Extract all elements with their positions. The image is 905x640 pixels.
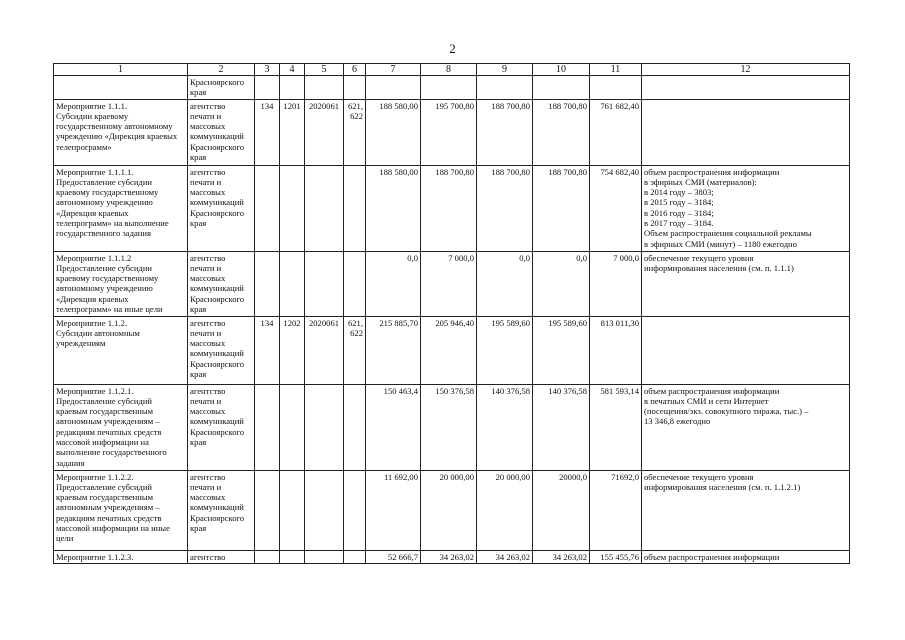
amount-cell: 71692,0 bbox=[590, 470, 642, 550]
expected-result-cell bbox=[642, 99, 850, 165]
executor-cell-line: Красноярского bbox=[190, 207, 245, 218]
activity-name-cell bbox=[54, 316, 188, 384]
activity-name-cell-line: Мероприятие 1.1.1.2 bbox=[56, 252, 132, 263]
code-expense-cell bbox=[344, 251, 366, 316]
expected-result-cell-line: 13 346,8 ежегодно bbox=[644, 416, 711, 427]
activity-name-cell-line: учреждениям bbox=[56, 338, 106, 349]
executor-cell-line: печати и bbox=[190, 110, 222, 121]
amount-cell: 34 263,02 bbox=[477, 550, 533, 563]
activity-name-cell bbox=[54, 76, 188, 100]
column-header-7: 7 bbox=[366, 64, 421, 76]
column-header-11: 11 bbox=[590, 64, 642, 76]
expected-result-cell bbox=[642, 550, 850, 563]
expected-result-cell-line: обеспечение текущего уровня bbox=[644, 471, 754, 482]
executor-cell-line: Красноярского bbox=[190, 141, 245, 152]
executor-cell bbox=[188, 251, 255, 316]
code-grbs-cell: 134 bbox=[255, 316, 280, 384]
activity-name-cell-line: телепрограмм» на иные цели bbox=[56, 304, 163, 315]
code-section-cell bbox=[280, 470, 305, 550]
amount-cell: 11 692,00 bbox=[366, 470, 421, 550]
code-grbs-cell bbox=[255, 470, 280, 550]
activity-name-cell-line: Мероприятие 1.1.2.2. bbox=[56, 471, 134, 482]
table-row bbox=[54, 470, 850, 550]
expected-result-cell-line: информирования населения (см. п. 1.1.1) bbox=[644, 262, 794, 273]
executor-cell-line: Красноярского bbox=[190, 293, 245, 304]
executor-cell-line: коммуникаций bbox=[190, 131, 244, 142]
amount-cell: 188 580,00 bbox=[366, 99, 421, 165]
code-grbs-cell bbox=[255, 251, 280, 316]
code-expense-cell-line: 621, bbox=[347, 317, 363, 328]
activity-name-cell-line: Мероприятие 1.1.1. bbox=[56, 100, 128, 111]
expected-result-cell-line: (посещения/экз. совокупного тиража, тыс.) – bbox=[644, 406, 809, 417]
code-section-cell bbox=[280, 76, 305, 100]
amount-cell: 581 593,14 bbox=[590, 384, 642, 470]
amount-cell: 215 885,70 bbox=[366, 316, 421, 384]
activity-name-cell-line: автономному учреждению bbox=[56, 283, 153, 294]
executor-cell bbox=[188, 316, 255, 384]
code-target-cell bbox=[305, 470, 344, 550]
executor-cell-line: массовых bbox=[190, 273, 226, 284]
amount-cell: 150 376,58 bbox=[421, 384, 477, 470]
amount-cell: 188 700,80 bbox=[421, 165, 477, 251]
activity-name-cell-line: задания bbox=[56, 457, 85, 468]
amount-cell: 0,0 bbox=[366, 251, 421, 316]
executor-cell-line: печати и bbox=[190, 327, 222, 338]
code-target-cell: 2020061 bbox=[305, 316, 344, 384]
code-section-cell bbox=[280, 251, 305, 316]
code-target-cell bbox=[305, 251, 344, 316]
amount-cell bbox=[590, 76, 642, 100]
executor-cell-line: печати и bbox=[190, 395, 222, 406]
code-expense-cell-line: 621, bbox=[347, 100, 363, 111]
expected-result-cell-line: в 2016 году – 3184; bbox=[644, 207, 714, 218]
amount-cell: 195 589,60 bbox=[477, 316, 533, 384]
executor-cell-line: края bbox=[190, 87, 207, 98]
amount-cell: 188 700,80 bbox=[533, 165, 590, 251]
executor-cell-line: края bbox=[190, 523, 207, 534]
amount-cell: 140 376,58 bbox=[533, 384, 590, 470]
code-target-cell bbox=[305, 384, 344, 470]
activity-name-cell-line: государственного задания bbox=[56, 228, 151, 239]
executor-cell-line: массовых bbox=[190, 338, 226, 349]
column-header-3: 3 bbox=[255, 64, 280, 76]
expected-result-cell-line: обеспечение текущего уровня bbox=[644, 252, 754, 263]
activity-name-cell-line: учреждению «Дирекция краевых bbox=[56, 131, 178, 142]
activity-name-cell-line: Предоставление субсидий bbox=[56, 395, 153, 406]
program-activities-table bbox=[53, 63, 850, 564]
code-expense-cell bbox=[344, 76, 366, 100]
activity-name-cell-line: телепрограмм» bbox=[56, 141, 112, 152]
table-row bbox=[54, 251, 850, 316]
executor-cell-line: печати и bbox=[190, 481, 222, 492]
amount-cell: 140 376,58 bbox=[477, 384, 533, 470]
executor-cell-line: печати и bbox=[190, 262, 222, 273]
activity-name-cell-line: редакциям печатных средств bbox=[56, 426, 162, 437]
activity-name-cell-line: Предоставление субсидии bbox=[56, 176, 153, 187]
expected-result-cell bbox=[642, 316, 850, 384]
table-row bbox=[54, 384, 850, 470]
expected-result-cell-line: в 2014 году – 3803; bbox=[644, 187, 714, 198]
code-expense-cell bbox=[344, 316, 366, 384]
executor-cell-line: Красноярского bbox=[190, 426, 245, 437]
activity-name-cell-line: Мероприятие 1.1.2.3. bbox=[56, 551, 134, 562]
activity-name-cell bbox=[54, 470, 188, 550]
code-section-cell: 1202 bbox=[280, 316, 305, 384]
amount-cell: 20 000,00 bbox=[421, 470, 477, 550]
activity-name-cell bbox=[54, 384, 188, 470]
expected-result-cell-line: объем распространения информации bbox=[644, 551, 780, 562]
code-target-cell bbox=[305, 165, 344, 251]
executor-cell-line: агентство bbox=[190, 252, 226, 263]
activity-name-cell-line: государственному автономному bbox=[56, 121, 173, 132]
code-expense-cell bbox=[344, 165, 366, 251]
code-expense-cell-line: 622 bbox=[350, 327, 363, 338]
executor-cell bbox=[188, 76, 255, 100]
table-row bbox=[54, 165, 850, 251]
code-expense-cell bbox=[344, 99, 366, 165]
activity-name-cell bbox=[54, 251, 188, 316]
expected-result-cell-line: объем распространения информации bbox=[644, 166, 780, 177]
amount-cell: 195 589,60 bbox=[533, 316, 590, 384]
activity-name-cell bbox=[54, 165, 188, 251]
activity-name-cell-line: Мероприятие 1.1.2.1. bbox=[56, 385, 134, 396]
executor-cell-line: агентство bbox=[190, 471, 226, 482]
executor-cell-line: массовых bbox=[190, 121, 226, 132]
expected-result-cell-line: в 2017 году – 3184. bbox=[644, 218, 714, 229]
expected-result-cell-line: объем распространения информации bbox=[644, 385, 780, 396]
executor-cell bbox=[188, 384, 255, 470]
activity-name-cell-line: телепрограмм» на выполнение bbox=[56, 218, 169, 229]
amount-cell: 188 700,80 bbox=[477, 99, 533, 165]
page-number: 2 bbox=[449, 41, 456, 56]
activity-name-cell-line: Предоставление субсидий bbox=[56, 481, 153, 492]
activity-name-cell-line: Мероприятие 1.1.1.1. bbox=[56, 166, 134, 177]
expected-result-cell-line: в эфирных СМИ (материалов): bbox=[644, 176, 757, 187]
executor-cell-line: края bbox=[190, 152, 207, 163]
activity-name-cell-line: массовой информации на иные bbox=[56, 523, 170, 534]
executor-cell bbox=[188, 470, 255, 550]
activity-name-cell-line: выполнение государственного bbox=[56, 447, 167, 458]
amount-cell: 205 946,40 bbox=[421, 316, 477, 384]
table-row bbox=[54, 550, 850, 563]
table-row bbox=[54, 316, 850, 384]
column-header-1: 1 bbox=[54, 64, 188, 76]
header-row bbox=[54, 64, 850, 76]
executor-cell-line: края bbox=[190, 437, 207, 448]
amount-cell: 34 263,02 bbox=[533, 550, 590, 563]
amount-cell bbox=[477, 76, 533, 100]
amount-cell bbox=[421, 76, 477, 100]
executor-cell bbox=[188, 550, 255, 563]
expected-result-cell-line: в печатных СМИ и сети Интернет bbox=[644, 395, 769, 406]
activity-name-cell-line: массовой информации на bbox=[56, 437, 149, 448]
activity-name-cell-line: автономным учреждениям – bbox=[56, 502, 160, 513]
code-expense-cell bbox=[344, 384, 366, 470]
executor-cell-line: массовых bbox=[190, 492, 226, 503]
column-header-2: 2 bbox=[188, 64, 255, 76]
code-grbs-cell bbox=[255, 165, 280, 251]
code-expense-cell bbox=[344, 470, 366, 550]
code-expense-cell-line: 622 bbox=[350, 110, 363, 121]
amount-cell: 52 666,7 bbox=[366, 550, 421, 563]
amount-cell bbox=[533, 76, 590, 100]
code-expense-cell bbox=[344, 550, 366, 563]
executor-cell-line: коммуникаций bbox=[190, 283, 244, 294]
amount-cell bbox=[366, 76, 421, 100]
code-grbs-cell bbox=[255, 550, 280, 563]
expected-result-cell-line: информирования населения (см. п. 1.1.2.1) bbox=[644, 481, 801, 492]
column-header-5: 5 bbox=[305, 64, 344, 76]
activity-name-cell-line: «Дирекция краевых bbox=[56, 207, 129, 218]
column-header-6: 6 bbox=[344, 64, 366, 76]
executor-cell-line: коммуникаций bbox=[190, 197, 244, 208]
activity-name-cell bbox=[54, 99, 188, 165]
amount-cell: 188 580,00 bbox=[366, 165, 421, 251]
expected-result-cell bbox=[642, 251, 850, 316]
table-row bbox=[54, 99, 850, 165]
activity-name-cell-line: Предоставление субсидии bbox=[56, 262, 153, 273]
code-target-cell: 2020061 bbox=[305, 99, 344, 165]
executor-cell-line: массовых bbox=[190, 187, 226, 198]
executor-cell-line: края bbox=[190, 369, 207, 380]
executor-cell-line: края bbox=[190, 304, 207, 315]
amount-cell: 761 682,40 bbox=[590, 99, 642, 165]
amount-cell: 188 700,80 bbox=[477, 165, 533, 251]
expected-result-cell bbox=[642, 384, 850, 470]
executor-cell-line: коммуникаций bbox=[190, 348, 244, 359]
amount-cell: 20 000,00 bbox=[477, 470, 533, 550]
executor-cell-line: Красноярского bbox=[190, 77, 245, 87]
code-grbs-cell bbox=[255, 384, 280, 470]
executor-cell-line: Красноярского bbox=[190, 512, 245, 523]
expected-result-cell-line: в эфирных СМИ (минут) – 1180 ежегодно bbox=[644, 238, 797, 249]
amount-cell: 195 700,80 bbox=[421, 99, 477, 165]
activity-name-cell-line: «Дирекция краевых bbox=[56, 293, 129, 304]
expected-result-cell-line: в 2015 году – 3184; bbox=[644, 197, 714, 208]
executor-cell-line: коммуникаций bbox=[190, 416, 244, 427]
code-section-cell: 1201 bbox=[280, 99, 305, 165]
activity-name-cell-line: Мероприятие 1.1.2. bbox=[56, 317, 128, 328]
code-section-cell bbox=[280, 165, 305, 251]
executor-cell-line: агентство bbox=[190, 551, 226, 562]
executor-cell-line: коммуникаций bbox=[190, 502, 244, 513]
code-grbs-cell: 134 bbox=[255, 99, 280, 165]
executor-cell bbox=[188, 165, 255, 251]
amount-cell: 155 455,76 bbox=[590, 550, 642, 563]
amount-cell: 188 700,80 bbox=[533, 99, 590, 165]
executor-cell-line: агентство bbox=[190, 385, 226, 396]
amount-cell: 7 000,0 bbox=[421, 251, 477, 316]
amount-cell: 34 263,02 bbox=[421, 550, 477, 563]
column-header-8: 8 bbox=[421, 64, 477, 76]
code-target-cell bbox=[305, 76, 344, 100]
executor-cell-line: Красноярского bbox=[190, 358, 245, 369]
executor-cell-line: агентство bbox=[190, 317, 226, 328]
activity-name-cell-line: редакциям печатных средств bbox=[56, 512, 162, 523]
column-header-10: 10 bbox=[533, 64, 590, 76]
executor-cell-line: агентство bbox=[190, 100, 226, 111]
activity-name-cell-line: автономным учреждениям – bbox=[56, 416, 160, 427]
amount-cell: 0,0 bbox=[533, 251, 590, 316]
amount-cell: 813 011,30 bbox=[590, 316, 642, 384]
expected-result-cell bbox=[642, 76, 850, 100]
amount-cell: 7 000,0 bbox=[590, 251, 642, 316]
amount-cell: 754 682,40 bbox=[590, 165, 642, 251]
column-header-12: 12 bbox=[642, 64, 850, 76]
amount-cell: 150 463,4 bbox=[366, 384, 421, 470]
amount-cell: 20000,0 bbox=[533, 470, 590, 550]
expected-result-cell-line: Объем распространения социальной рекламы bbox=[644, 228, 812, 239]
executor-cell-line: края bbox=[190, 218, 207, 229]
column-header-4: 4 bbox=[280, 64, 305, 76]
table-row bbox=[54, 76, 850, 100]
activity-name-cell-line: краевому государственному bbox=[56, 273, 159, 284]
activity-name-cell-line: Субсидии краевому bbox=[56, 110, 129, 121]
code-section-cell bbox=[280, 550, 305, 563]
executor-cell-line: печати и bbox=[190, 176, 222, 187]
code-grbs-cell bbox=[255, 76, 280, 100]
executor-cell bbox=[188, 99, 255, 165]
amount-cell: 0,0 bbox=[477, 251, 533, 316]
activity-name-cell-line: краевому государственному bbox=[56, 187, 159, 198]
activity-name-cell bbox=[54, 550, 188, 563]
executor-cell-line: массовых bbox=[190, 406, 226, 417]
expected-result-cell bbox=[642, 470, 850, 550]
activity-name-cell-line: краевым государственным bbox=[56, 406, 154, 417]
code-target-cell bbox=[305, 550, 344, 563]
column-header-9: 9 bbox=[477, 64, 533, 76]
activity-name-cell-line: Субсидии автономным bbox=[56, 327, 140, 338]
expected-result-cell bbox=[642, 165, 850, 251]
code-section-cell bbox=[280, 384, 305, 470]
activity-name-cell-line: автономному учреждению bbox=[56, 197, 153, 208]
activity-name-cell-line: краевым государственным bbox=[56, 492, 154, 503]
executor-cell-line: агентство bbox=[190, 166, 226, 177]
activity-name-cell-line: цели bbox=[56, 533, 74, 544]
